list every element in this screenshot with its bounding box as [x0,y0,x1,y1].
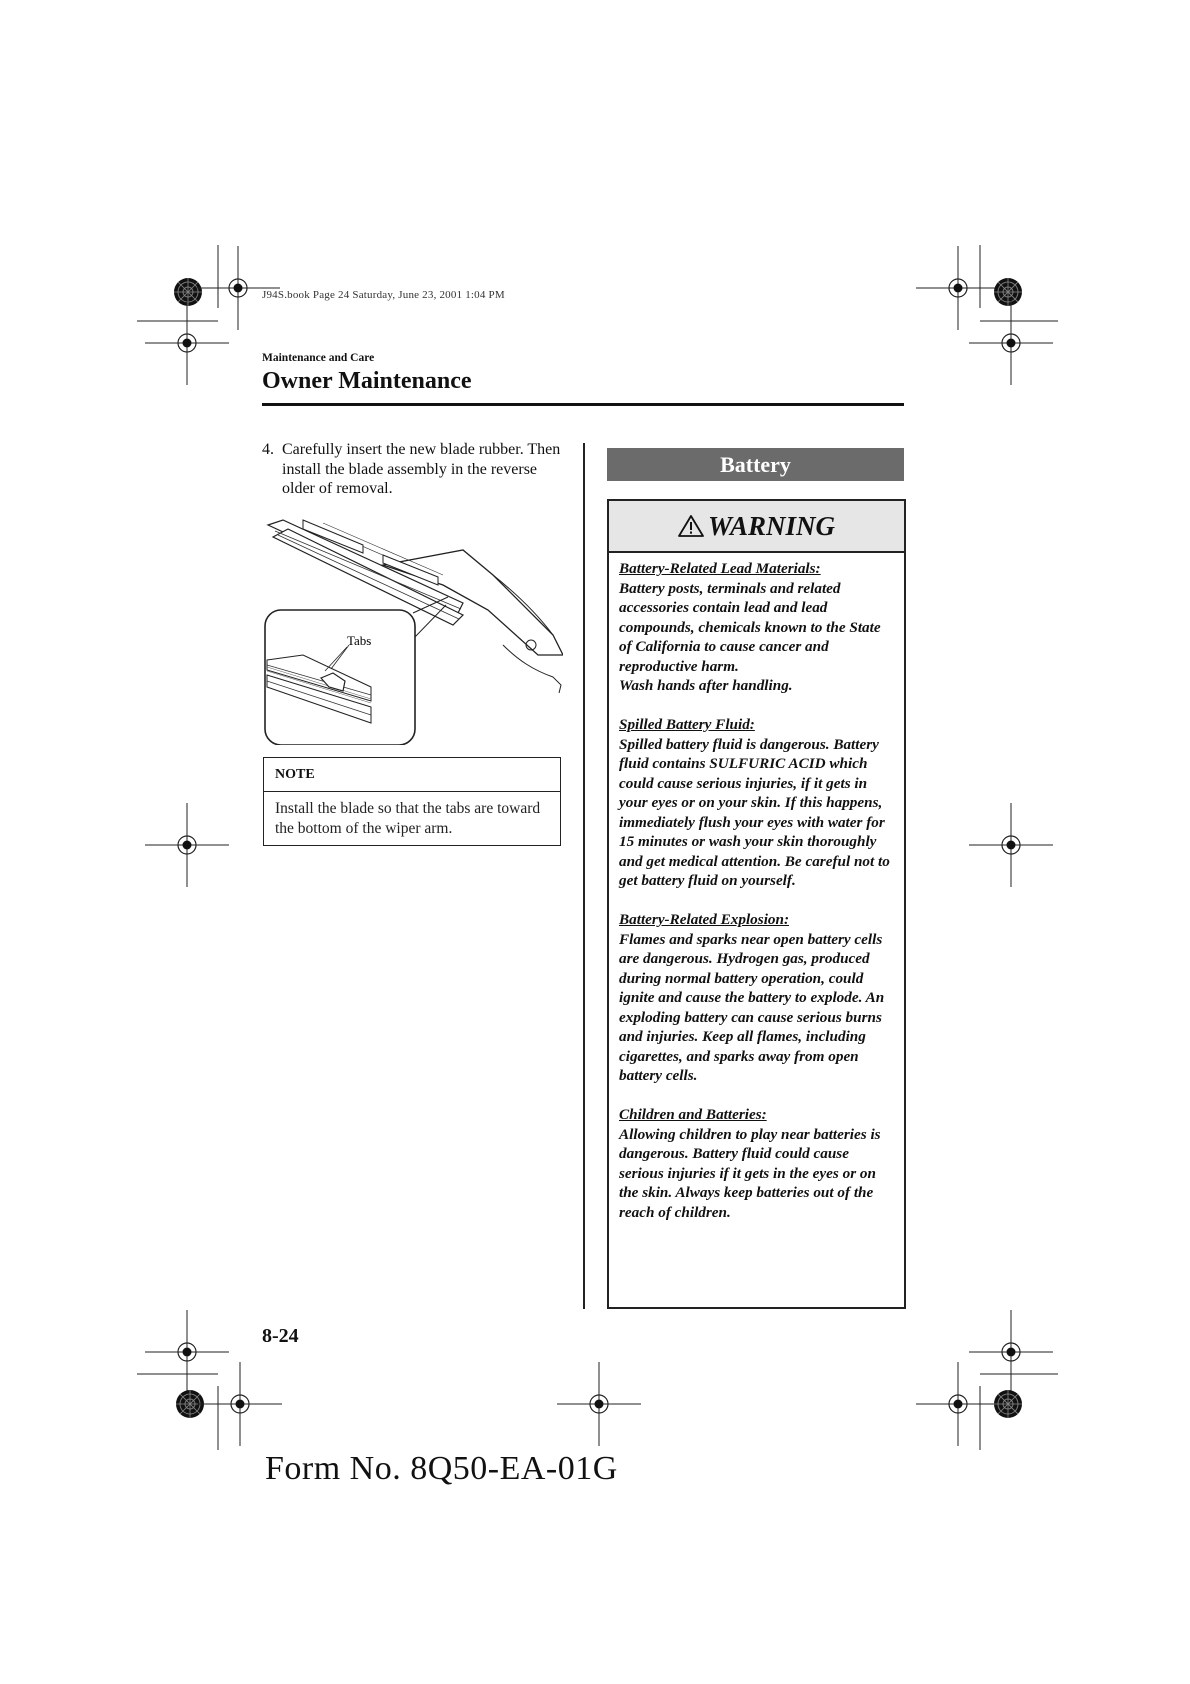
note-text: Install the blade so that the tabs are toward the bottom of the wiper arm. [275,800,541,837]
crosshair-mark [969,803,1053,887]
step-number: 4. [262,441,274,458]
battery-heading: Battery [607,448,904,481]
starburst-mark [994,278,1022,306]
note-box [263,757,561,846]
page-title: Owner Maintenance [262,368,472,394]
title-rule [262,403,904,406]
warning-section-lead [619,559,892,696]
warning-section-explosion [619,910,892,1086]
warning-section-spilled-fluid [619,715,892,891]
warning-section-extra: Wash hands after handling. [619,677,793,694]
crosshair-mark [916,1362,1000,1446]
crosshair-mark [145,1310,229,1394]
print-metadata: J94S.book Page 24 Saturday, June 23, 2001 1:04 PM [262,289,505,301]
note-heading: NOTE [264,758,560,792]
warning-section-text: Flames and sparks near open battery cells are dangerous. Hydrogen gas, produced during normal battery operation, could ignite and cause the battery to explode. An exploding battery can cause serious burns and injuries. Keep all flames, including cigarettes, and sparks away from open battery cells. [619,930,885,1084]
warning-section-children [619,1105,892,1222]
form-number: Form No. 8Q50-EA-01G [265,1450,618,1487]
wiper-blade-illustration [263,515,563,745]
crosshair-mark [145,301,229,385]
column-divider [583,443,585,1309]
warning-section-title: Battery-Related Lead Materials: [619,560,821,577]
section-label: Maintenance and Care [262,352,375,364]
starburst-mark [994,1390,1022,1418]
step-text: Carefully insert the new blade rubber. Then install the blade assembly in the reverse older of removal. [282,441,561,497]
warning-section-text: Spilled battery fluid is dangerous. Battery fluid contains SULFURIC ACID which could cause serious injuries, if it gets in your eyes or on your skin. If this happens, immediately flush your eyes with water for 15 minutes or wash your skin thoroughly and get medical attention. Be careful not to get battery fluid on yourself. [619,735,890,889]
warning-section-text: Battery posts, terminals and related accessories contain lead and lead compounds, chemicals known to the State of California to cause cancer and reproductive harm. [619,579,881,675]
warning-box [607,499,906,1309]
warning-section-title: Children and Batteries: [619,1106,767,1123]
crosshair-mark [196,246,280,330]
figure-label-tabs: Tabs [347,633,372,648]
warning-section-text: Allowing children to play near batteries is dangerous. Battery fluid could cause serious injuries if it gets in the eyes or on the skin. Always keep batteries out of the reach of children. [619,1125,881,1221]
warning-section-title: Spilled Battery Fluid: [619,716,755,733]
warning-body [609,553,904,1222]
page-number: 8-24 [262,1325,299,1347]
crosshair-mark [969,301,1053,385]
warning-title: WARNING [707,511,836,541]
warning-triangle-icon [678,514,704,538]
crosshair-mark [198,1362,282,1446]
starburst-mark [174,278,202,306]
crosshair-mark [916,246,1000,330]
warning-section-title: Battery-Related Explosion: [619,911,790,928]
crosshair-mark [145,803,229,887]
crosshair-mark [969,1310,1053,1394]
warning-header [609,501,904,553]
step-4 [262,440,562,499]
crosshair-mark [557,1362,641,1446]
